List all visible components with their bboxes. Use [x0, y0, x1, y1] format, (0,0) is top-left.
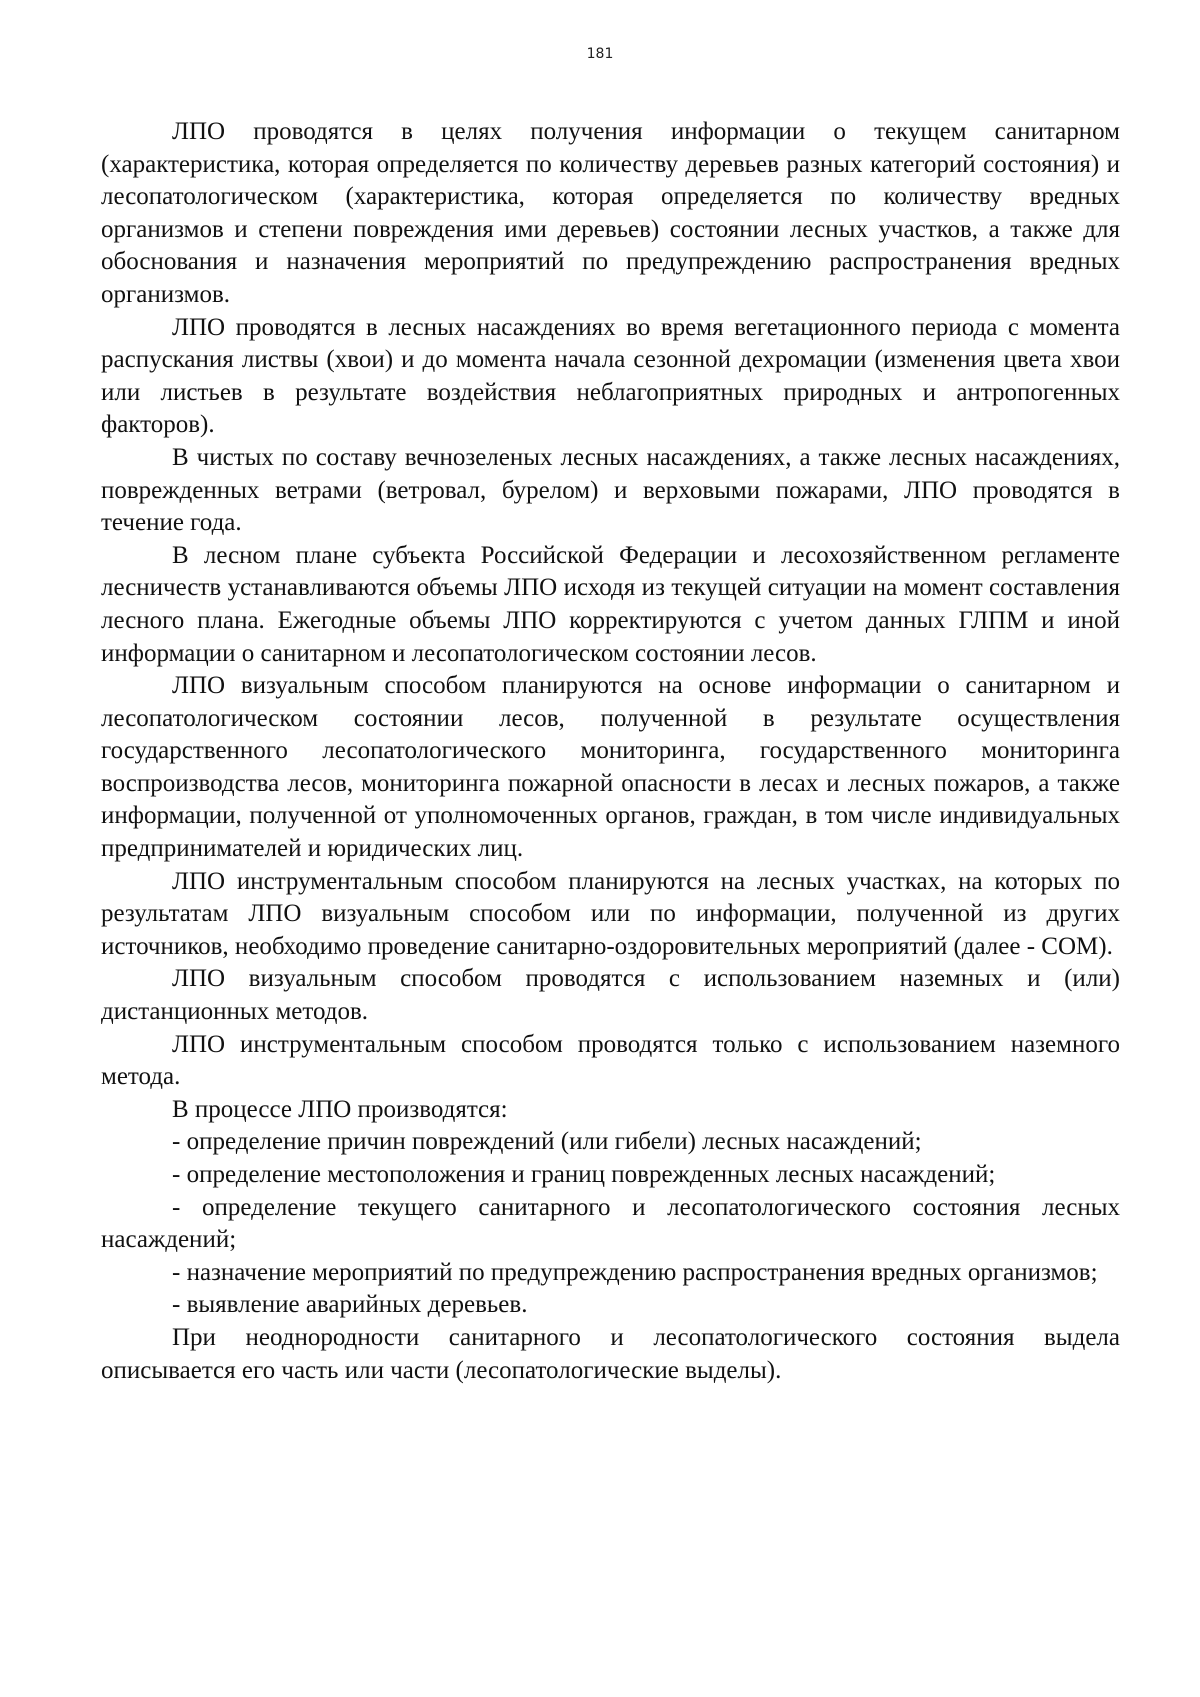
page-number: 181 [586, 46, 614, 62]
paragraph-visual-planning: ЛПО визуальным способом планируются на основе информации о санитарном и лесопатологическом состоянии лесов, полученной в результате осуществления государственного лесопатологического мониторинга, государственного мониторинга воспроизводства лесов, мониторинга пожарной опасности в лесах и лесных пожаров, а также информации, полученной от уполномоченных органов, граждан, в том числе индивидуальных предпринимателей и юридических лиц. [101, 672, 1120, 863]
paragraph-purpose: ЛПО проводятся в целях получения информации о текущем санитарном (характеристика, которая определяется по количеству деревьев разных категорий состояния) и лесопатологическом (характеристика, которая определяется по количеству вредных организмов и степени повреждения ими деревьев) состоянии лесных участков, а также для обоснования и назначения мероприятий по предупреждению распространения вредных организмов. [101, 118, 1120, 308]
paragraph-forest-plan: В лесном плане субъекта Российской Федерации и лесохозяйственном регламенте лесничеств устанавливаются объемы ЛПО исходя из текущей ситуации на момент составления лесного плана. Ежегодные объемы ЛПО корректируются с учетом данных ГЛПМ и иной информации о санитарном и лесопатологическом состоянии лесов. [101, 541, 1120, 667]
paragraph-evergreen: В чистых по составу вечнозеленых лесных насаждениях, а также лесных насаждениях, поврежденных ветрами (ветровал, бурелом) и верховыми пожарами, ЛПО проводятся в течение года. [101, 443, 1120, 537]
paragraph-instrumental-methods: ЛПО инструментальным способом проводятся только с использованием наземного метода. [101, 1030, 1120, 1091]
paragraph-instrumental-planning: ЛПО инструментальным способом планируются на лесных участках, на которых по результатам ЛПО визуальным способом или по информации, полученной из других источников, необходимо проведение санитарно-оздоровительных мероприятий (далее - СОМ). [101, 867, 1120, 960]
list-item: - выявление аварийных деревьев. [172, 1291, 528, 1319]
document-body [101, 116, 1120, 1387]
paragraph-vegetation-period: ЛПО проводятся в лесных насаждениях во время вегетационного периода с момента распускания листвы (хвои) и до момента начала сезонной дехромации (изменения цвета хвои или листьев в результате воздействия неблагоприятных природных и антропогенных факторов). [101, 313, 1120, 439]
list-item: - назначение мероприятий по предупреждению распространения вредных организмов; [172, 1258, 1098, 1286]
list-item: - определение местоположения и границ поврежденных лесных насаждений; [172, 1161, 996, 1188]
paragraph-heterogeneity: При неоднородности санитарного и лесопатологического состояния выдела описывается его часть или части (лесопатологические выделы). [101, 1323, 1120, 1384]
list-item: - определение причин повреждений (или гибели) лесных насаждений; [172, 1128, 922, 1156]
paragraph-visual-methods: ЛПО визуальным способом проводятся с использованием наземных и (или) дистанционных методов. [101, 965, 1120, 1026]
paragraph-process-intro: В процессе ЛПО производятся: [172, 1095, 508, 1123]
list-item: - определение текущего санитарного и лесопатологического состояния лесных насаждений; [101, 1193, 1120, 1254]
